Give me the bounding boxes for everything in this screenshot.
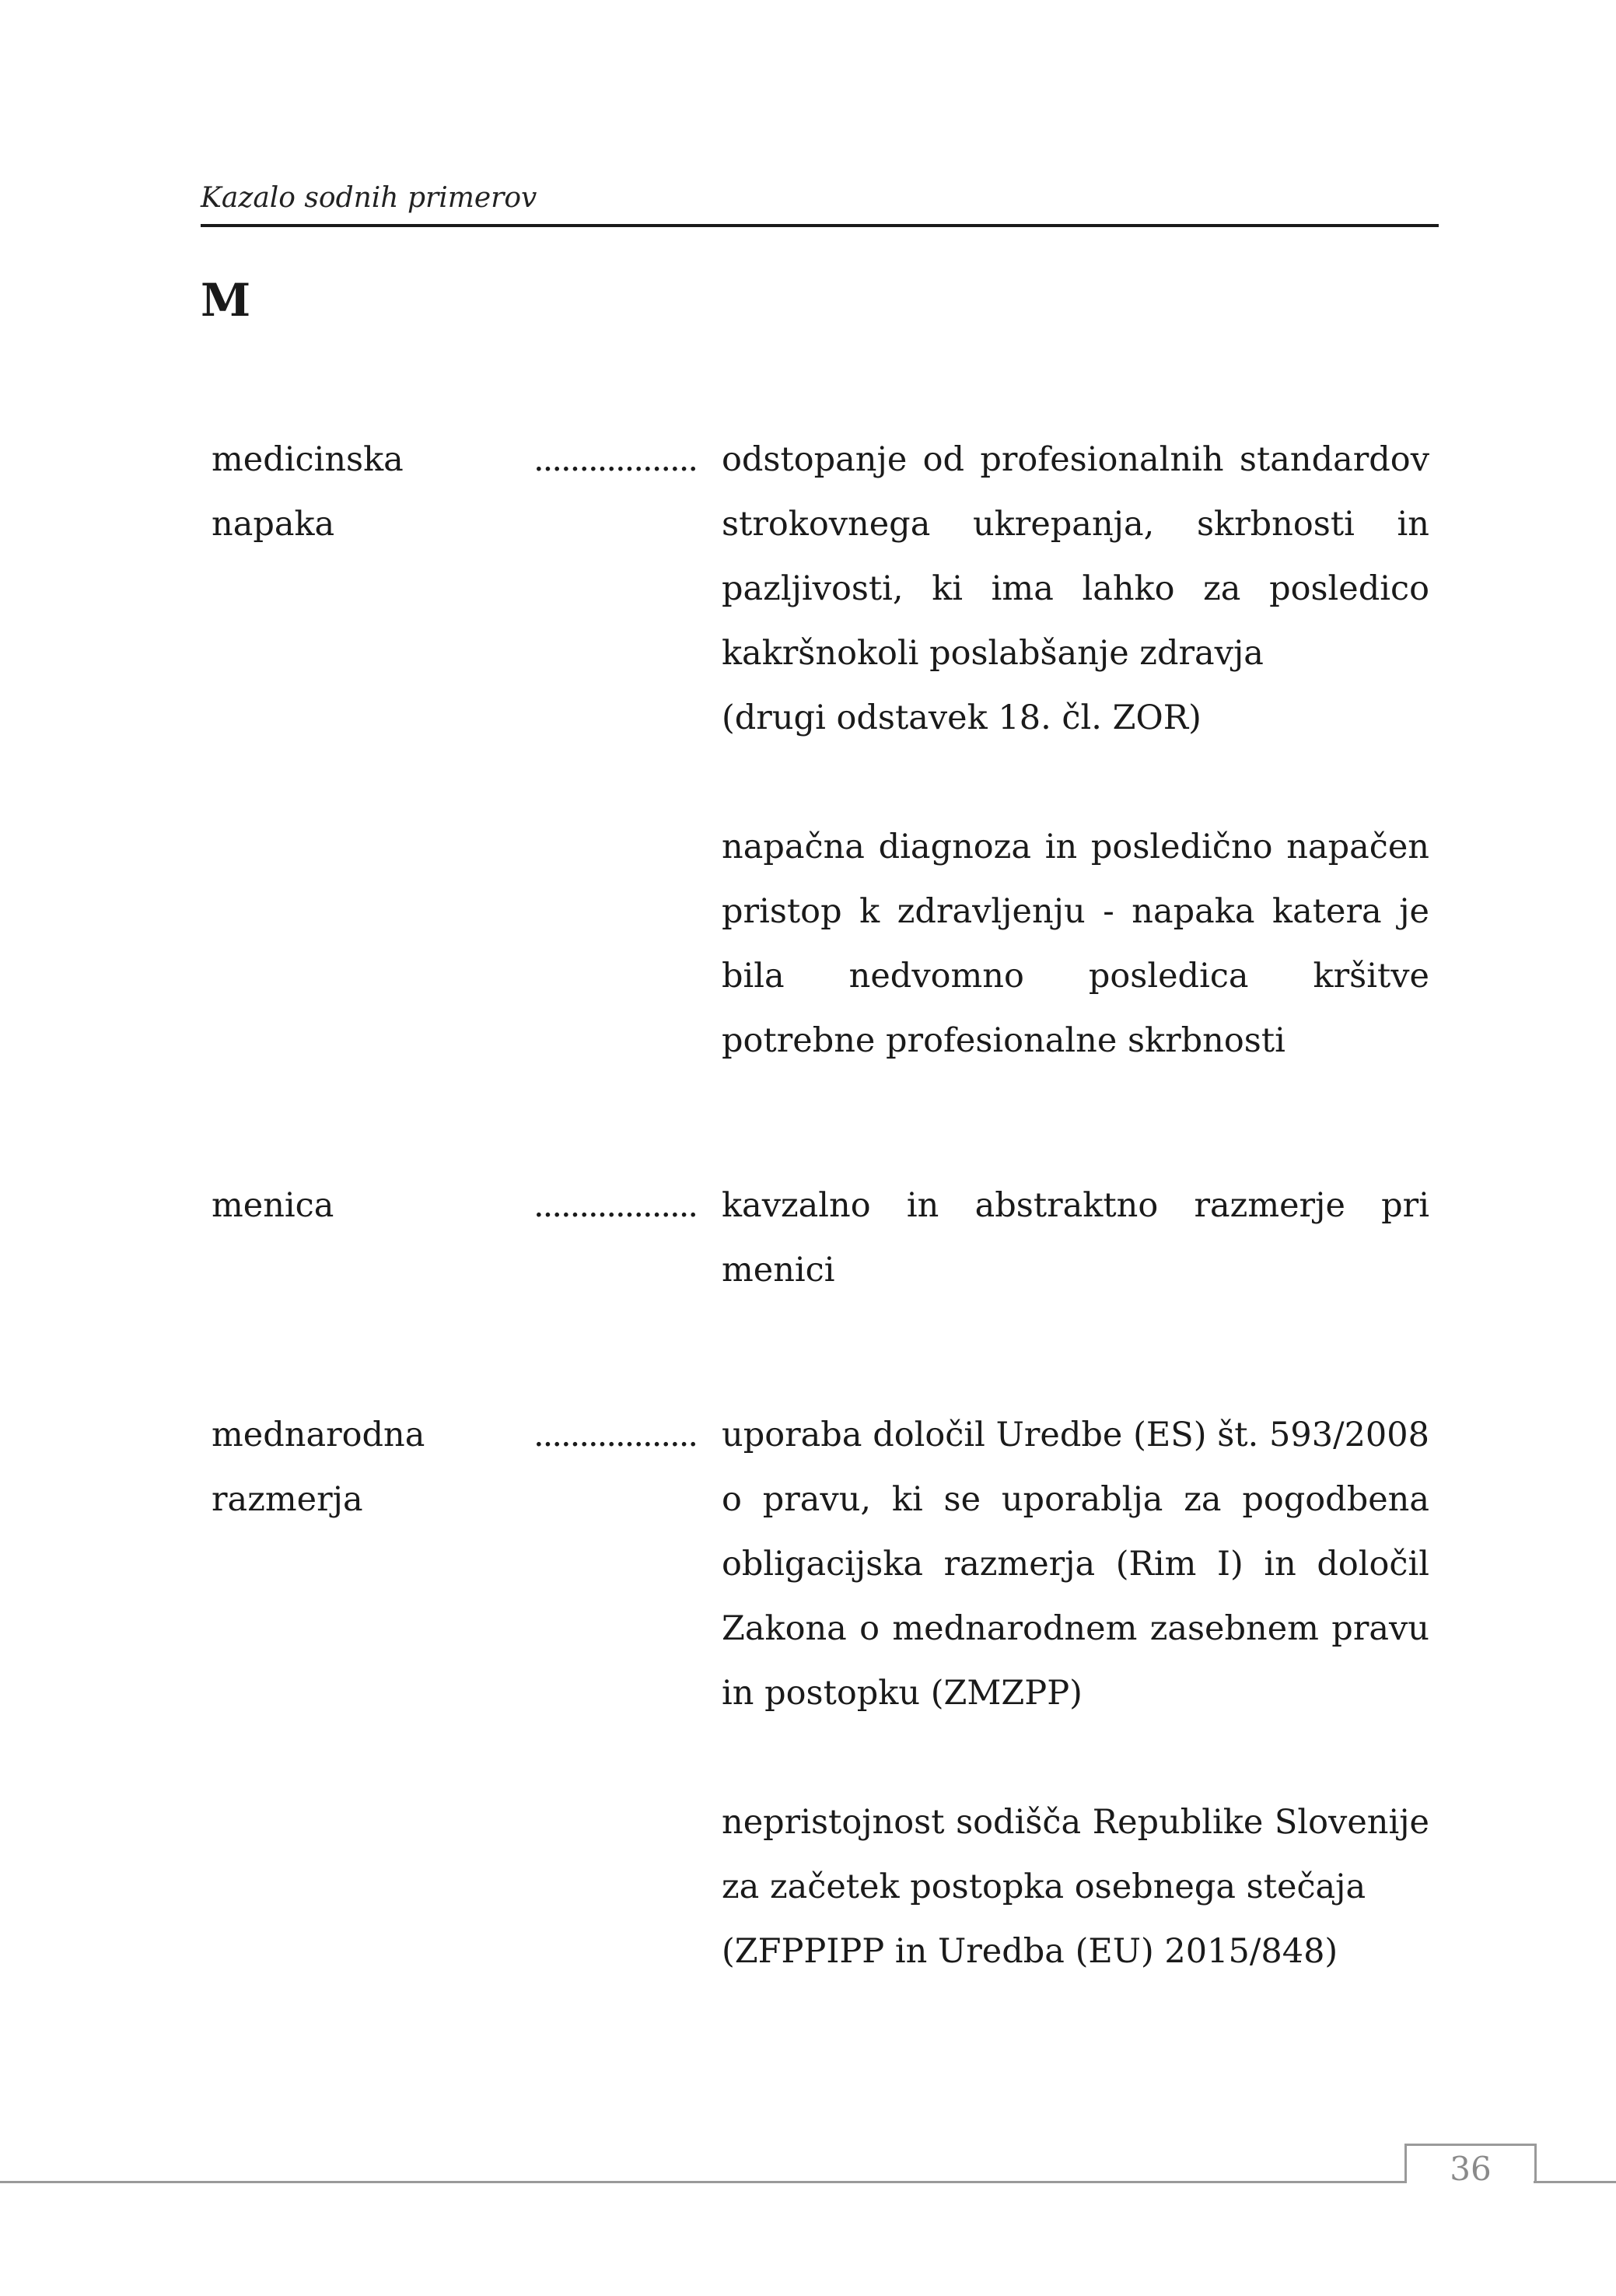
index-entry xyxy=(212,428,1429,1073)
definition-text: napačna diagnoza in posledično napačen pristop k zdravljenju - napaka katera je bila nedvomno posledica kršitve potrebne profesionalne skrbnosti xyxy=(722,828,1429,1060)
definition-text: uporaba določil Uredbe (ES) št. 593/2008 o pravu, ki se uporablja za pogodbena obligacijska razmerja (Rim I) in določil Zakona o mednarodnem zasebnem pravu in postopku (ZMZPP) xyxy=(722,1416,1429,1713)
dot-leader: .................. xyxy=(533,1186,698,1225)
definition-text: nepristojnost sodišča Republike Slovenije za začetek postopka osebnega stečaja xyxy=(722,1803,1429,1906)
definition-reference: (drugi odstavek 18. čl. ZOR) xyxy=(722,698,1202,737)
entry-definitions xyxy=(722,428,1429,1073)
entry-term: medicinska napaka xyxy=(212,440,404,544)
section-letter: M xyxy=(201,274,251,327)
index-entries xyxy=(212,428,1429,1984)
dot-leader: .................. xyxy=(533,1416,698,1454)
index-entry xyxy=(212,1174,1429,1303)
entry-definitions xyxy=(722,1174,1429,1303)
index-entry xyxy=(212,1403,1429,1984)
definition-reference: (ZFPPIPP in Uredba (EU) 2015/848) xyxy=(722,1932,1338,1971)
entry-term: menica xyxy=(212,1186,334,1225)
definition-text: kavzalno in abstraktno razmerje pri menici xyxy=(722,1186,1429,1290)
dot-leader: .................. xyxy=(533,440,698,479)
definition xyxy=(722,815,1429,1073)
entry-definitions xyxy=(722,1403,1429,1984)
page-number-box xyxy=(1404,2144,1537,2188)
definition xyxy=(722,1403,1429,1726)
running-head: Kazalo sodnih primerov xyxy=(201,182,537,214)
footer-rule-right xyxy=(1534,2181,1616,2183)
header-rule xyxy=(201,224,1439,227)
entry-term: mednarodna razmerja xyxy=(212,1416,425,1519)
definition-text: odstopanje od profesionalnih standardov strokovnega ukrepanja, skrbnosti in pazljivosti, ki ima lahko za posledico kakršnokoli poslabšanje zdravja xyxy=(722,440,1429,673)
definition xyxy=(722,428,1429,751)
footer-rule-left xyxy=(0,2181,1404,2183)
definition xyxy=(722,1790,1429,1984)
page-number: 36 xyxy=(1450,2150,1492,2188)
definition xyxy=(722,1174,1429,1303)
